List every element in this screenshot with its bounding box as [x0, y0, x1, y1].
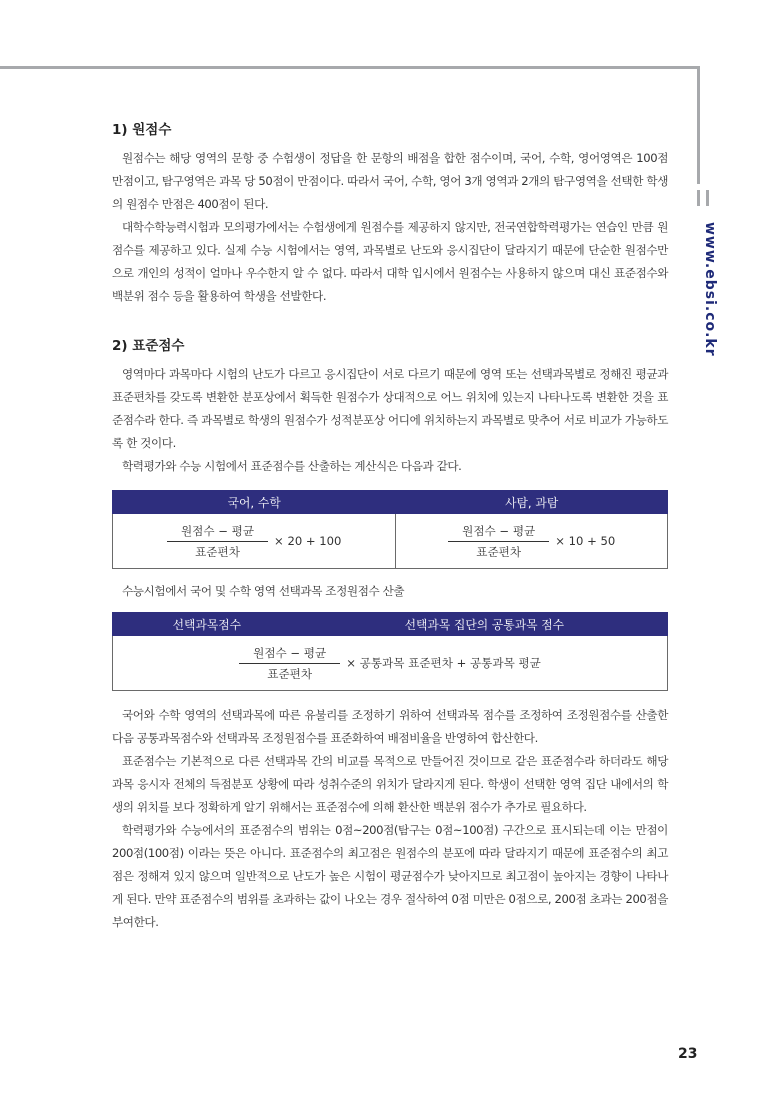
- formula-table-standard: [112, 490, 668, 569]
- page-content: [112, 118, 668, 934]
- formula-tail: × 10 + 50: [555, 534, 616, 548]
- fraction: [167, 523, 268, 560]
- paragraph: 학력평가와 수능 시험에서 표준점수를 산출하는 계산식은 다음과 같다.: [122, 459, 462, 473]
- paragraph: 영역마다 과목마다 시험의 난도가 다르고 응시집단이 서로 다르기 때문에 영역 또는 선택과목별로 정해진 평균과 표준편차를 갖도록 변환한 분포상에서 획득한 원점수가 상대적으로 어느 위치에 있는지 나타나도록 변환한 것을 표준점수라 한다. 즉 과목별로 학생의 원점수가 성적분포상 어디에 위치하는지 과목별로 맞추어 서로 비교가 가능하도록 한 것이다.: [112, 367, 668, 450]
- table-header: 사탐, 과탐: [396, 491, 668, 514]
- corner-rule: [697, 66, 700, 184]
- numerator: 원점수 − 평균: [448, 523, 549, 542]
- fraction: [239, 645, 340, 682]
- formula-tail: × 20 + 100: [274, 534, 342, 548]
- corner-tick: [697, 190, 700, 206]
- table-header: 선택과목 집단의 공통과목 점수: [301, 613, 667, 636]
- numerator: 원점수 − 평균: [167, 523, 268, 542]
- table-header: 선택과목점수: [113, 613, 302, 636]
- paragraph: 학력평가와 수능에서의 표준점수의 범위는 0점~200점(탐구는 0점~100점) 구간으로 표시되는데 이는 만점이 200점(100점) 이라는 뜻은 아니다. 표준점수의 최고점은 원점수의 분포에 따라 달라지기 때문에 표준점수의 최고점은 정해져 있지 않으며 일반적으로 난도가 높은 시험이 평균점수가 낮아지므로 최고점이 높아지는 경향이 나타나게 된다. 만약 표준점수의 범위를 초과하는 값이 나오는 경우 절삭하여 0점 미만은 0점으로, 200점 초과는 200점을 부여한다.: [112, 823, 668, 929]
- denominator: 표준편차: [195, 544, 240, 559]
- denominator: 표준편차: [476, 544, 522, 559]
- section-title-standard-score: 2) 표준점수: [112, 338, 185, 354]
- table-note: 수능시험에서 국어 및 수학 영역 선택과목 조정원점수 산출: [122, 584, 405, 598]
- paragraph: 국어와 수학 영역의 선택과목에 따른 유불리를 조정하기 위하여 선택과목 점수를 조정하여 조정원점수를 산출한 다음 공통과목점수와 선택과목 조정원점수를 표준화하여 배점비율을 반영하여 합산한다.: [112, 708, 668, 745]
- formula-cell: [113, 636, 668, 691]
- numerator: 원점수 − 평균: [239, 645, 340, 664]
- paragraph: 원점수는 해당 영역의 문항 중 수험생이 정답을 한 문항의 배점을 합한 점수이며, 국어, 수학, 영어영역은 100점 만점이고, 탐구영역은 과목 당 50점이 만점이다. 따라서 국어, 수학, 영어 3개 영역과 2개의 탐구영역을 선택한 학생의 원점수 만점은 400점이 된다.: [112, 151, 668, 211]
- table-header: 국어, 수학: [113, 491, 396, 514]
- section-title-raw-score: 1) 원점수: [112, 122, 172, 138]
- formula-table-adjusted: [112, 612, 668, 691]
- denominator: 표준편차: [267, 666, 313, 681]
- formula-cell: [113, 514, 396, 569]
- fraction: [448, 523, 549, 560]
- formula-cell: [396, 514, 668, 569]
- side-url: www.ebsi.co.kr: [702, 222, 718, 357]
- paragraph: 대학수학능력시험과 모의평가에서는 수험생에게 원점수를 제공하지 않지만, 전국연합학력평가는 연습인 만큼 원점수를 제공하고 있다. 실제 수능 시험에서는 영역, 과목별로 난도와 응시집단이 달라지기 때문에 단순한 원점수만으로 개인의 성적이 얼마나 우수한지 알 수 없다. 따라서 대학 입시에서 원점수는 사용하지 않으며 대신 표준점수와 백분위 점수 등을 활용하여 학생을 선발한다.: [112, 220, 668, 303]
- corner-tick: [706, 190, 709, 206]
- page-number: 23: [678, 1046, 698, 1062]
- top-rule: [0, 66, 700, 69]
- paragraph: 표준점수는 기본적으로 다른 선택과목 간의 비교를 목적으로 만들어진 것이므로 같은 표준점수라 하더라도 해당 과목 응시자 전체의 득점분포 상황에 따라 성취수준의 위치가 달라지게 된다. 학생이 선택한 영역 집단 내에서의 학생의 위치를 보다 정확하게 알기 위해서는 표준점수에 의해 환산한 백분위 점수가 추가로 필요하다.: [112, 754, 668, 814]
- formula-tail: × 공통과목 표준편차 + 공통과목 평균: [346, 656, 541, 670]
